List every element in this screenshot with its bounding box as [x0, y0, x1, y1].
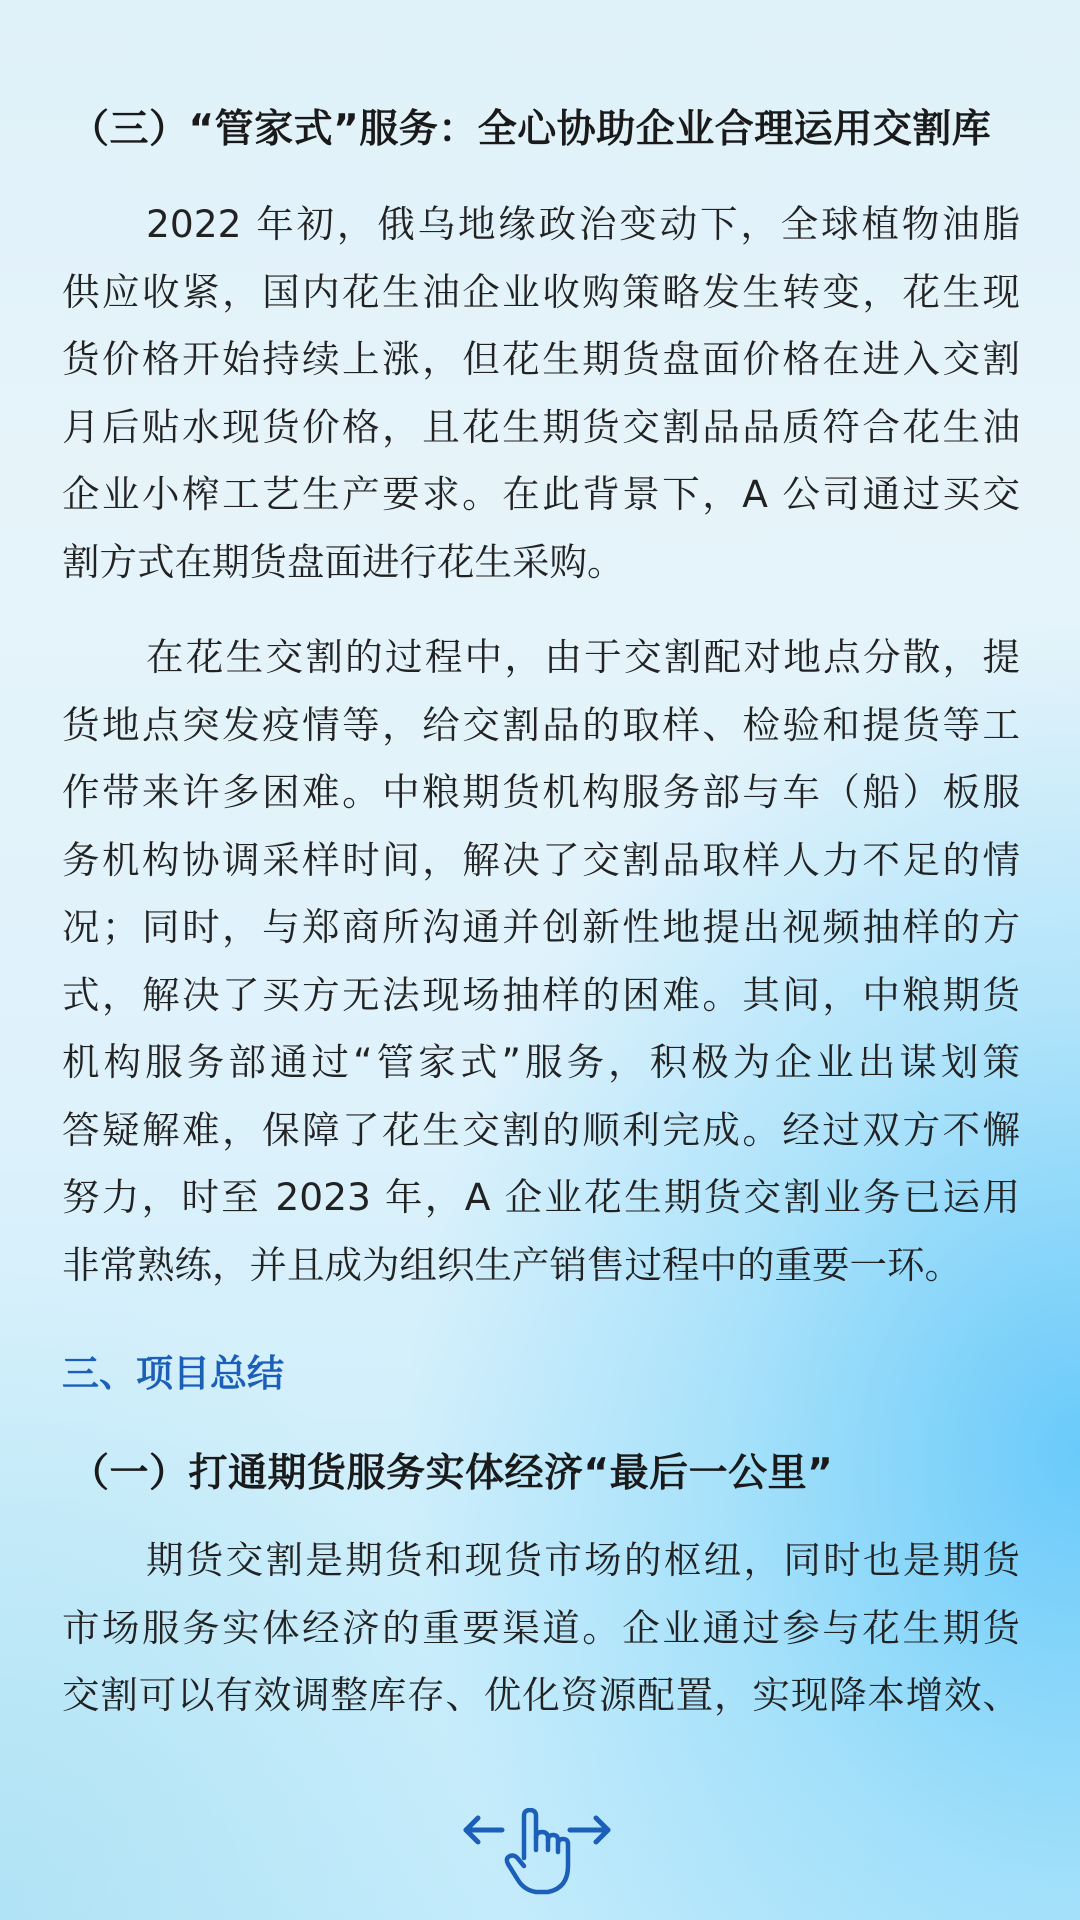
section-heading-project-summary: 三、项目总结	[62, 1352, 284, 1395]
sub-heading-managed-service: （三）“管家式”服务：全心协助企业合理运用交割库	[70, 107, 992, 152]
text-line: 机构服务部通过“管家式”服务，积极为企业出谋划策	[62, 1040, 1020, 1084]
text-line: 式，解决了买方无法现场抽样的困难。其间，中粮期货	[62, 972, 1020, 1017]
arrow-right-icon[interactable]	[570, 1818, 608, 1842]
text-line: 割方式在期货盘面进行花生采购。	[62, 539, 625, 584]
text-line: 期货交割是期货和现货市场的枢纽，同时也是期货	[146, 1538, 1020, 1582]
swipe-hand-icon	[507, 1810, 568, 1892]
text-line: 务机构协调采样时间，解决了交割品取样人力不足的情	[62, 837, 1020, 882]
paragraph-futures-delivery	[62, 1527, 1020, 1730]
paragraph-delivery-process	[62, 624, 1020, 1299]
text-line: 市场服务实体经济的重要渠道。企业通过参与花生期货	[62, 1605, 1020, 1650]
text-line: 努力，时至 2023 年，A 企业花生期货交割业务已运用	[62, 1175, 1020, 1219]
text-line: 作带来许多困难。中粮期货机构服务部与车（船）板服	[62, 770, 1020, 814]
text-line: 月后贴水现货价格，且花生期货交割品品质符合花生油	[62, 404, 1020, 449]
sub-heading-last-mile: （一）打通期货服务实体经济“最后一公里”	[70, 1451, 834, 1496]
text-line: 交割可以有效调整库存、优化资源配置，实现降本增效、	[62, 1673, 1020, 1717]
text-line: 况；同时，与郑商所沟通并创新性地提出视频抽样的方	[62, 905, 1020, 949]
text-line: 在花生交割的过程中，由于交割配对地点分散，提	[146, 635, 1020, 679]
arrow-left-icon[interactable]	[466, 1818, 502, 1842]
paragraph-background	[62, 191, 1020, 596]
text-line: 货地点突发疫情等，给交割品的取样、检验和提货等工	[62, 702, 1020, 747]
text-line: 答疑解难，保障了花生交割的顺利完成。经过双方不懈	[62, 1107, 1020, 1152]
text-line: 企业小榨工艺生产要求。在此背景下，A 公司通过买交	[62, 472, 1020, 516]
text-line: 非常熟练，并且成为组织生产销售过程中的重要一环。	[62, 1242, 962, 1287]
swipe-navigation-hint[interactable]	[458, 1808, 618, 1898]
text-line: 货价格开始持续上涨，但花生期货盘面价格在进入交割	[62, 337, 1020, 381]
text-line: 2022 年初，俄乌地缘政治变动下，全球植物油脂	[146, 202, 1020, 246]
text-line: 供应收紧，国内花生油企业收购策略发生转变，花生现	[62, 269, 1020, 314]
